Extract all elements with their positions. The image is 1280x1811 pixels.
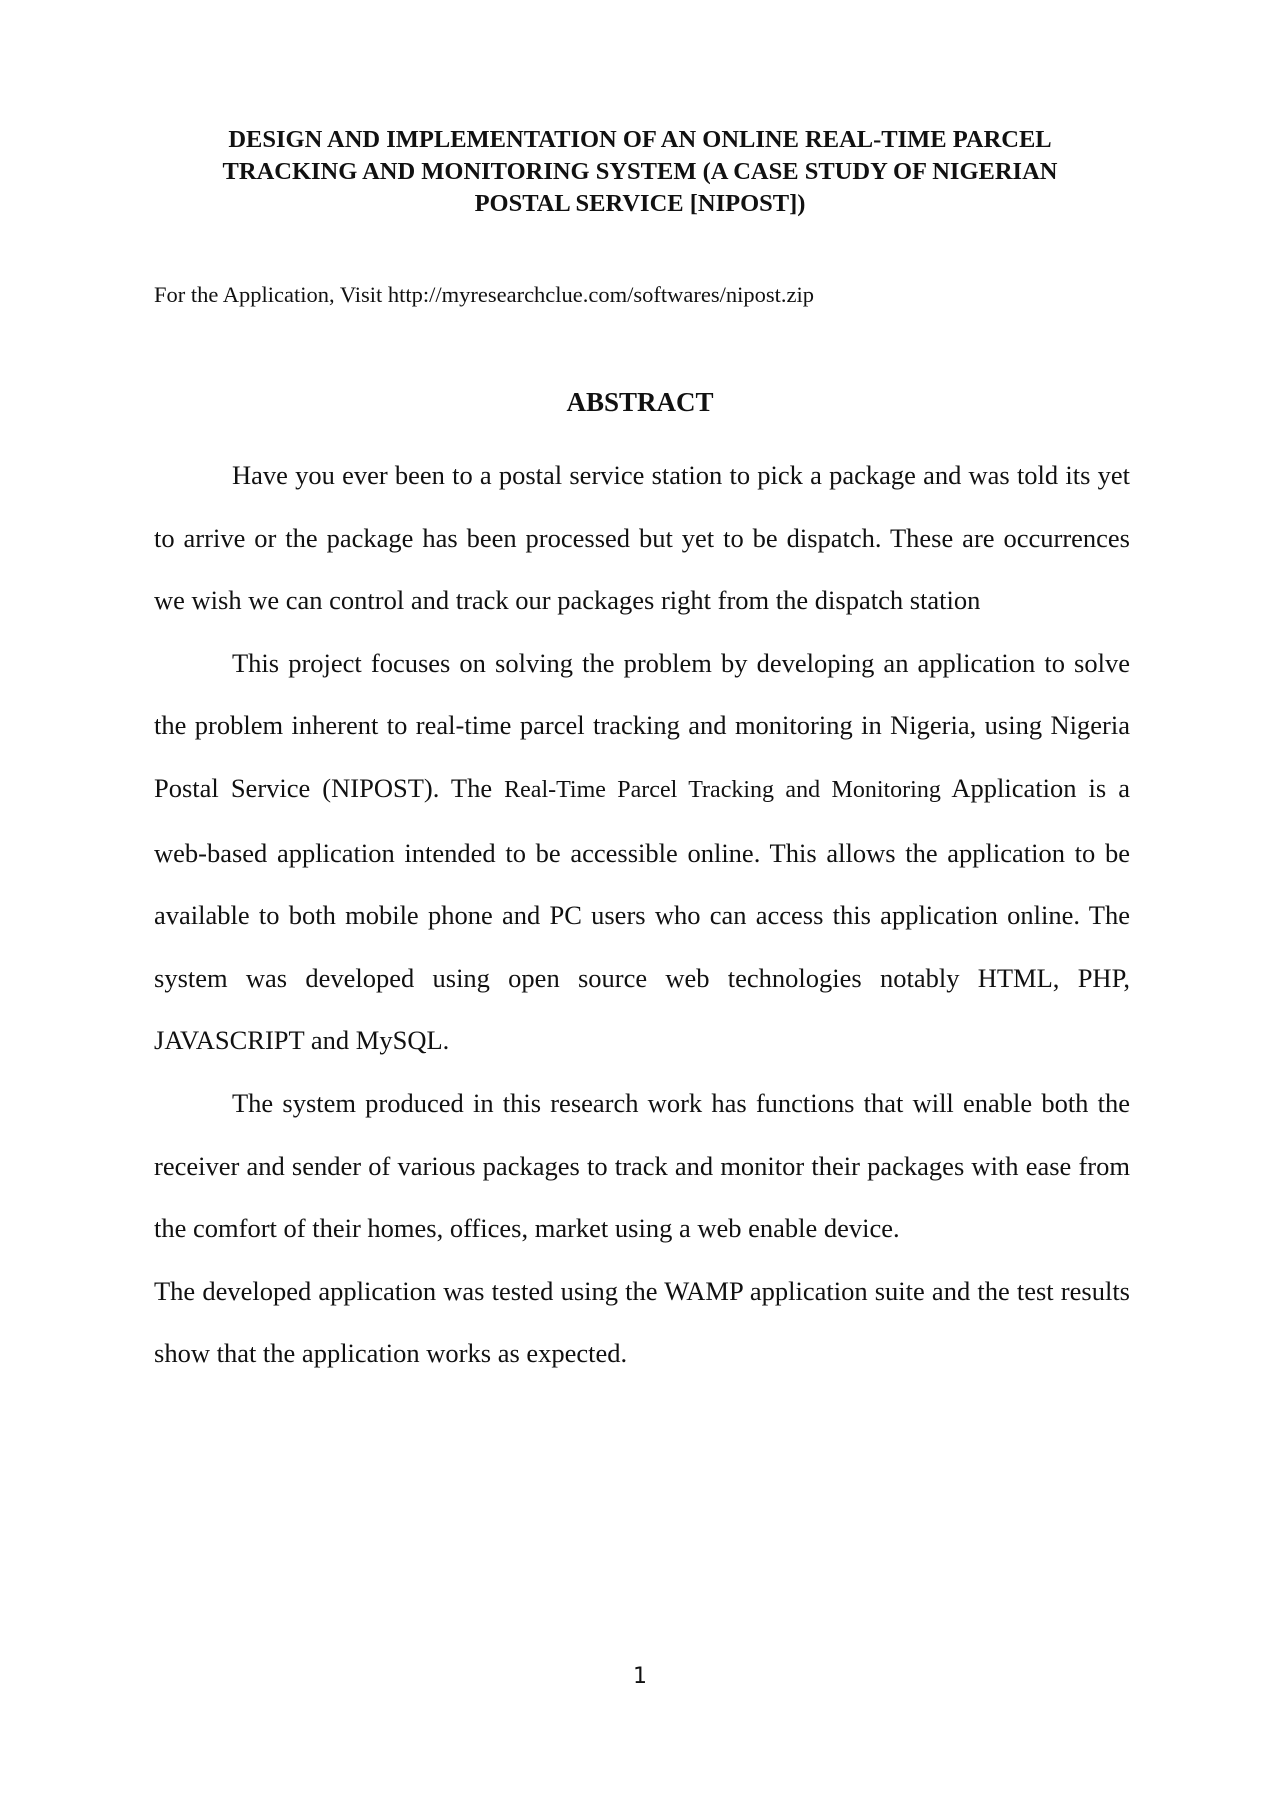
abstract-paragraph-2-start: This project focuses on solving the problem by developing an application to solve the problem inherent to real-time parcel tracking and monitoring in Nigeria, using Nigeria Postal Service (NIPOST). The — [154, 647, 1130, 803]
abstract-paragraph-4: The developed application was tested using the WAMP application suite and the test results show that the application works as expected. — [154, 1275, 1130, 1369]
abstract-heading: ABSTRACT — [566, 387, 714, 417]
application-line-prefix: For the Application, Visit — [154, 282, 388, 307]
abstract-paragraph-1: Have you ever been to a postal service station to pick a package and was told its yet to arrive or the package has been processed but yet to be dispatch. These are occurrences we wish we can control and track our packages right from the dispatch station — [154, 460, 1130, 616]
application-url: http://myresearchclue.com/softwares/nipost.zip — [387, 282, 814, 307]
document-title: DESIGN AND IMPLEMENTATION OF AN ONLINE REAL-TIME PARCEL TRACKING AND MONITORING SYSTEM (A CASE STUDY OF NIGERIAN POSTAL SERVICE [NIPOST]) — [222, 126, 1058, 217]
abstract-paragraph-2-app-name: Real-Time Parcel Tracking and Monitoring — [504, 776, 941, 803]
abstract-paragraph-2 — [154, 632, 1130, 1072]
abstract-paragraph-2-end: Application is a web-based application intended to be accessible online. This allows the application to be available to both mobile phone and PC users who can access this application online. The system was developed using open source web technologies notably HTML, PHP, JAVASCRIPT and MySQL. — [154, 772, 1131, 1056]
abstract-body — [154, 444, 1130, 1385]
application-line — [154, 279, 814, 311]
abstract-paragraph-3: The system produced in this research work has functions that will enable both the receiver and sender of various packages to track and monitor their packages with ease from the comfort of their homes, offices, market using a web enable device. — [154, 1087, 1130, 1244]
page-number: 1 — [633, 1664, 647, 1689]
